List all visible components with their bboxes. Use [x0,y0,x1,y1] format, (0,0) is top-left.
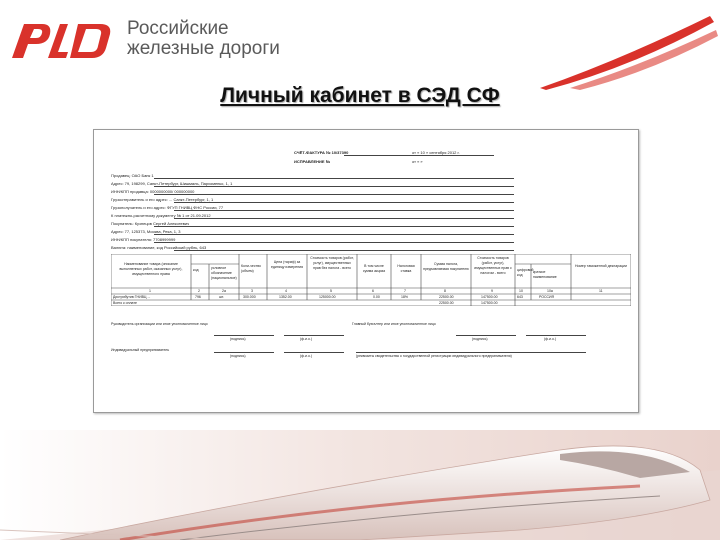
row-cell-code: 796 [195,295,201,299]
ip-label: Индивидуальный предприниматель [111,348,170,352]
field-line [154,226,514,227]
sign-line [456,335,516,336]
buyer-address: Адрес: 77, 125373, Москва, Река, 1, 3 [111,229,181,234]
page-title: Личный кабинет в СЭД СФ [220,84,500,107]
rzd-logo [8,18,120,62]
col-header-name: Наименование товара (описание выполненных работ, оказанных услуг), имущественного права [119,262,183,276]
col-number: 7 [404,289,406,293]
col-header-unit-name: условное обозначение (национальное) [211,266,237,280]
row-cell-country-code: 643 [517,295,523,299]
sign-caption: (подпись) [230,337,246,341]
col-header-tax: Сумма налога, предъявляемая покупателю [423,262,469,271]
row-cell-unit: шт. [219,295,224,299]
col-header-excise: В том числе сумма акциза [362,264,386,273]
sign-line [214,352,274,353]
field-line [154,234,514,235]
col-number: 4 [285,289,287,293]
col-header-declaration: Номер таможенной декларации [575,264,627,268]
field-line [174,218,514,219]
seller-address: Адрес: 79, 198299, Санкт-Петербург, Шишмаль, Пархоменко, 1, 1 [111,181,233,186]
col-number: 11 [599,289,603,293]
row-cell-qty: 300.000 [243,295,256,299]
field-line [174,210,514,211]
sign-head-label: Руководитель организации или иное уполномоченное лицо [111,322,208,326]
col-header-country-code: цифровой код [517,268,534,277]
shipper-field: Грузоотправитель и его адрес: ... Санкт-Петербург, 1, 1 [111,197,214,202]
col-number: 2 [198,289,200,293]
buyer-inn: ИНН/КПП покупателя: 7708999999 [111,237,176,242]
col-header-country-name: краткое наименование [533,270,557,279]
col-number: 1 [149,289,151,293]
brand-swoosh [500,10,720,90]
total-tax: 22500.00 [439,301,454,305]
field-line [154,242,514,243]
sign-caption: (ф.и.о.) [300,354,313,358]
sign-caption: (подпись) [230,354,246,358]
brand-name [127,19,280,59]
col-header-unit-code: код [193,268,199,272]
field-line [154,186,514,187]
invoice-number: СЧЁТ-ФАКТУРА № 10/37390 [294,150,349,155]
brand-line1: Российские [127,18,229,39]
col-number: 5 [330,289,332,293]
ip-note: (реквизиты свидетельства о государственной регистрации индивидуального предпринимателя) [356,354,512,358]
correction-number: ИСПРАВЛЕНИЕ № [294,159,331,164]
field-line [154,194,514,195]
col-header-total: Стоимость товаров (работ, услуг), имущественных прав с налогом - всего [474,256,512,275]
col-number: 2а [222,289,226,293]
invoice-date: от « 10 » сентября 2012 г. [412,150,460,155]
col-number: 8 [444,289,446,293]
col-header-rate: Налоговая ставка [397,264,415,273]
row-cell-tax: 22500.00 [439,295,454,299]
field-line [174,202,514,203]
invoice-table [111,254,631,306]
row-cell-excise: 0.00 [373,295,380,299]
row-cell-price: 1352.00 [279,295,292,299]
sign-line [356,352,586,353]
sign-caption: (подпись) [472,337,488,341]
buyer-field: Покупатель: Кузнецов Сергей Алексеевич [111,221,190,226]
col-number: 6 [372,289,374,293]
field-line [154,178,514,179]
sign-line [526,335,586,336]
brand-line2: железные дороги [127,38,280,59]
sign-line [214,335,274,336]
sign-caption: (ф.и.о.) [544,337,557,341]
sign-caption: (ф.и.о.) [300,337,313,341]
payment-doc-field: К платежно-расчетному документу № 1 от 21.09.2012 [111,213,211,218]
col-header-cost: Стоимость товаров (работ, услуг), имущественных прав без налога - всего [310,256,354,270]
col-header-qty: Коли-чество (объем) [241,264,261,273]
sign-line [284,335,344,336]
row-cell-total: 147500.00 [481,295,498,299]
header-underline [344,155,494,156]
field-line [174,250,514,251]
col-number: 9 [491,289,493,293]
row-cell-rate: 18% [401,295,409,299]
col-number: 3 [251,289,253,293]
invoice-document [93,129,639,413]
seller-field: Продавец: ОАО Банк 1 [111,173,154,178]
train-illustration [0,430,720,540]
sign-accountant-label: Главный бухгалтер или иное уполномоченное лицо [352,322,436,326]
row-cell-cost: 125000.00 [319,295,336,299]
seller-inn: ИНН/КПП продавца: 0000000000/ 000000000 [111,189,195,194]
total-label: Всего к оплате [113,301,137,305]
row-cell-name: Дистрибутив ГНИВЦ ... [113,295,151,299]
col-number: 10 [519,289,523,293]
total-sum: 147500.00 [481,301,498,305]
correction-date: от « » [412,159,423,164]
sign-line [284,352,344,353]
col-number: 10а [547,289,553,293]
consignee-field: Грузополучатель и его адрес: ФГУП ГНИВЦ ФНС России, 77 [111,205,224,210]
row-cell-country-name: РОССИЯ [539,295,555,299]
col-header-price: Цена (тариф) за единицу измерения [270,260,304,269]
currency-field: Валюта: наименование, код Российский рубль, 643 [111,245,207,250]
